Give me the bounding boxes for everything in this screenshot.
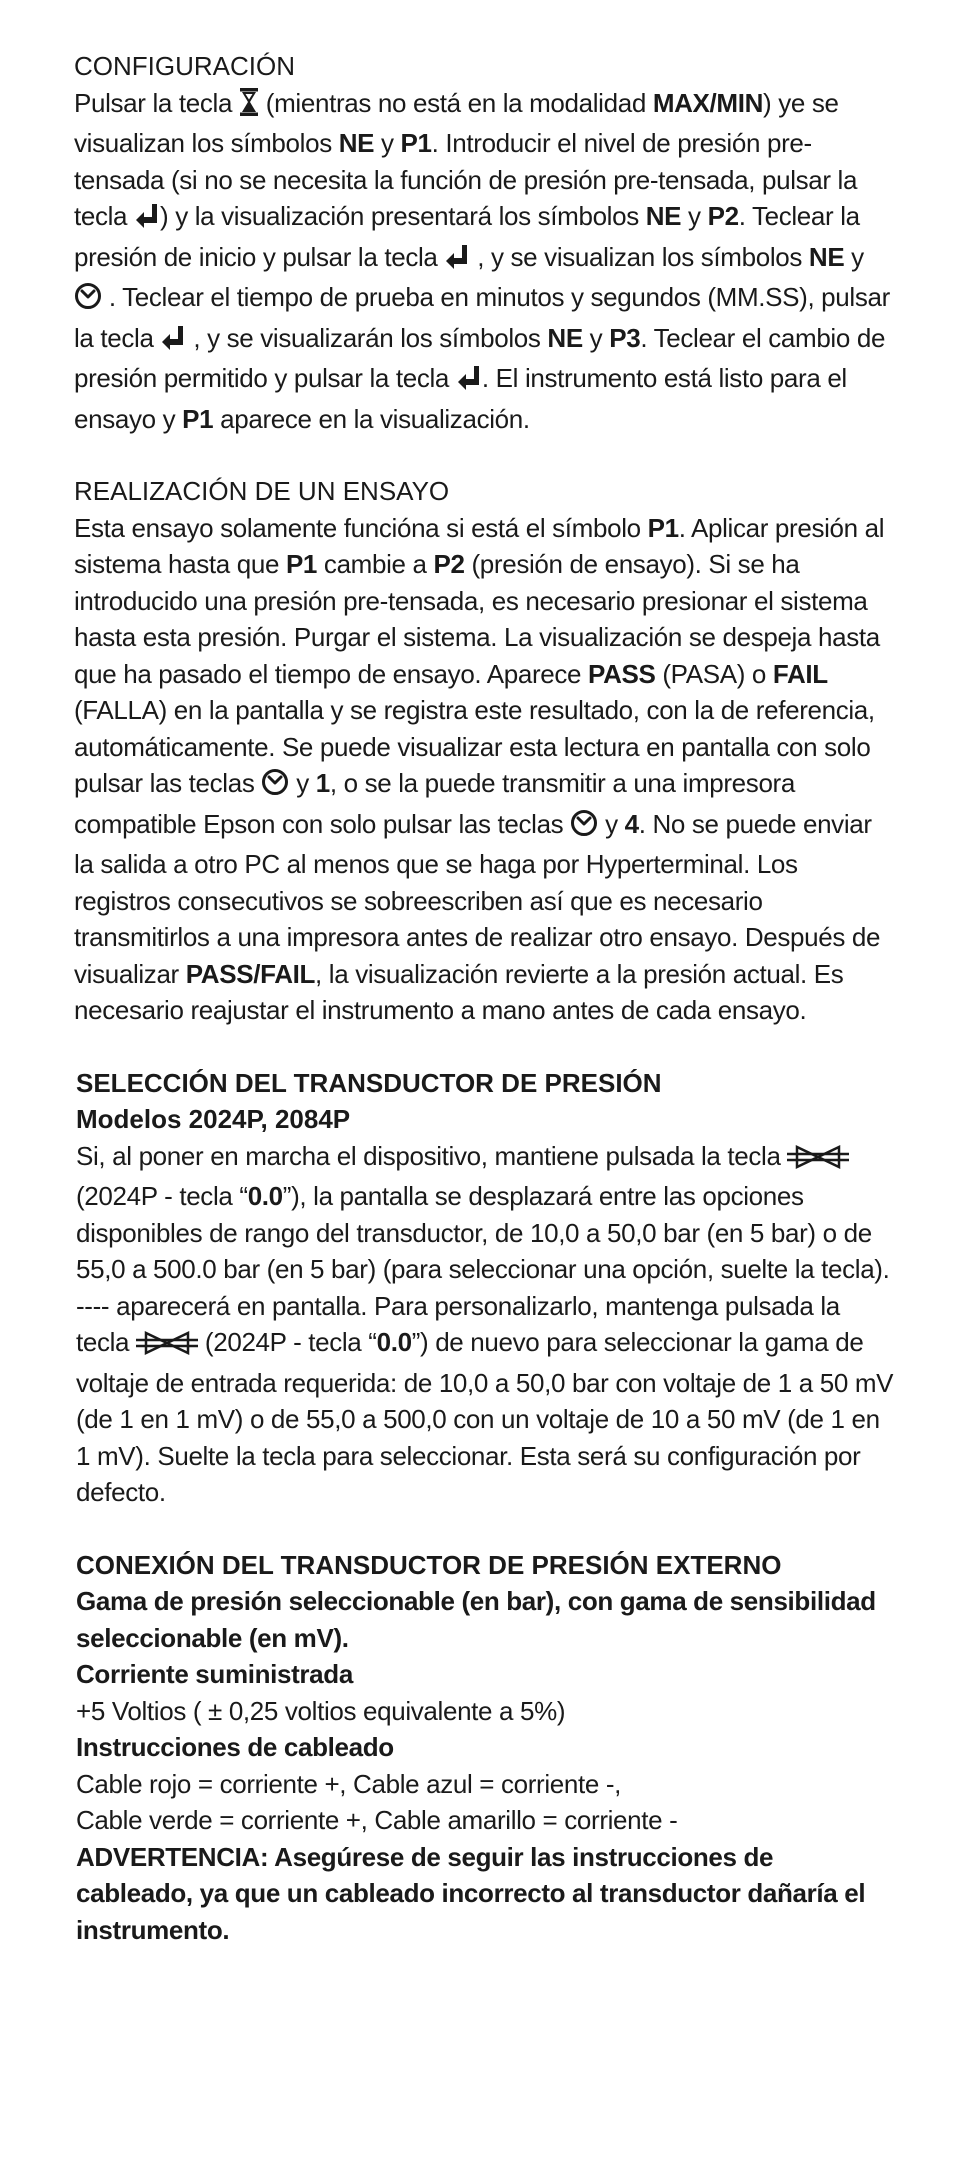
timer-key-icon bbox=[261, 768, 289, 806]
supply-value: +5 Voltios ( ± 0,25 voltios equivalente a 5%) bbox=[76, 1695, 566, 1726]
configuration-section bbox=[74, 48, 894, 437]
timer-key-icon bbox=[570, 809, 598, 847]
configuration-text: Pulsar la tecla (mientras no está en la modalidad MAX/MIN) ye se visualizan los símbolos NE y P1. Introducir el nivel de presión pre-tensada (si no se necesita la función de presión pre-tensada, pulsar la tecla ) y la visualización presentará los símbolos NE y P2. Teclear la presión de inicio y pulsar la tecla , y se visualizan los símbolos NE y . Teclear el tiempo de prueba en minutos y segundos (MM.SS), pulsar la tecla , y se visualizarán los símbolos NE y P3. Teclear el cambio de presión permitido y pulsar la tecla . El instrumento está listo para el ensayo y P1 aparece en la visualización. bbox=[74, 87, 890, 434]
external-transducer-section bbox=[74, 1547, 894, 1949]
transducer-models: Modelos 2024P, 2084P bbox=[76, 1104, 351, 1134]
test-heading: REALIZACIÓN DE UN ENSAYO bbox=[74, 476, 450, 506]
enter-key-icon bbox=[134, 202, 160, 239]
transducer-heading: SELECCIÓN DEL TRANSDUCTOR DE PRESIÓN bbox=[76, 1067, 662, 1098]
enter-key-icon bbox=[444, 243, 470, 280]
configuration-heading: CONFIGURACIÓN bbox=[74, 51, 295, 81]
enter-key-icon bbox=[160, 324, 186, 361]
test-text: Esta ensayo solamente funcióna si está el símbolo P1. Aplicar presión al sistema hasta que P1 cambie a P2 (presión de ensayo). Si se ha introducido una presión pre-tensada, es necesario presionar el sistema hasta esta presión. Purgar el sistema. La visualización se despeja hasta que ha pasado el tiempo de ensayo. Aparece PASS (PASA) o FAIL (FALLA) en la pantalla y se registra este resultado, con la de referencia, automáticamente. Se puede visualizar esta lectura en pantalla con solo pulsar las teclas y 1, o se la puede transmitir a una impresora compatible Epson con solo pulsar las teclas y 4. No se puede enviar la salida a otro PC al menos que se haga por Hyperterminal. Los registros consecutivos se sobreescriben así que es necesario transmitirlos a una impresora antes de realizar otro ensayo. Después de visualizar PASS/FAIL, la visualización revierte a la presión actual. Es necesario reajustar el instrumento a mano antes de cada ensayo. bbox=[74, 512, 885, 1025]
warning-text: ADVERTENCIA: Asegúrese de seguir las instrucciones de cableado, ya que un cableado incorrecto al transductor dañaría el instrumento. bbox=[76, 1841, 866, 1945]
external-heading: CONEXIÓN DEL TRANSDUCTOR DE PRESIÓN EXTERNO bbox=[76, 1549, 782, 1580]
test-section bbox=[74, 473, 894, 1029]
wiring-line-1: Cable rojo = corriente +, Cable azul = corriente -, bbox=[76, 1768, 622, 1799]
valve-key-icon bbox=[787, 1142, 849, 1179]
valve-key-icon bbox=[136, 1328, 198, 1365]
timer-key-icon bbox=[74, 282, 102, 320]
supply-heading: Corriente suministrada bbox=[76, 1659, 353, 1689]
wiring-heading: Instrucciones de cableado bbox=[76, 1732, 394, 1762]
manual-page bbox=[74, 48, 894, 1948]
pressure-range-note: Gama de presión seleccionable (en bar), con gama de sensibilidad seleccionable (en mV). bbox=[76, 1586, 876, 1653]
transducer-text: Si, al poner en marcha el dispositivo, mantiene pulsada la tecla (2024P - tecla “0.0”), la pantalla se desplazará entre las opciones disponibles de rango del transductor, de 10,0 a 50,0 bar (en 5 bar) o de 55,0 a 500.0 bar (en 5 bar) (para seleccionar una opción, suelte la tecla). ---- aparecerá en pantalla. Para personalizarlo, mantenga pulsada la tecla (2024P - tecla “0.0”) de nuevo para seleccionar la gama de voltaje de entrada requerida: de 10,0 a 50,0 bar con voltaje de 1 a 50 mV (de 1 en 1 mV) o de 55,0 a 500,0 con un voltaje de 10 a 50 mV (de 1 en 1 mV). Suelte la tecla para seleccionar. Esta será su configuración por defecto. bbox=[76, 1140, 894, 1507]
enter-key-icon bbox=[456, 364, 482, 401]
hourglass-key-icon bbox=[239, 88, 259, 126]
transducer-section bbox=[74, 1065, 894, 1511]
wiring-line-2: Cable verde = corriente +, Cable amarillo = corriente - bbox=[76, 1805, 678, 1835]
